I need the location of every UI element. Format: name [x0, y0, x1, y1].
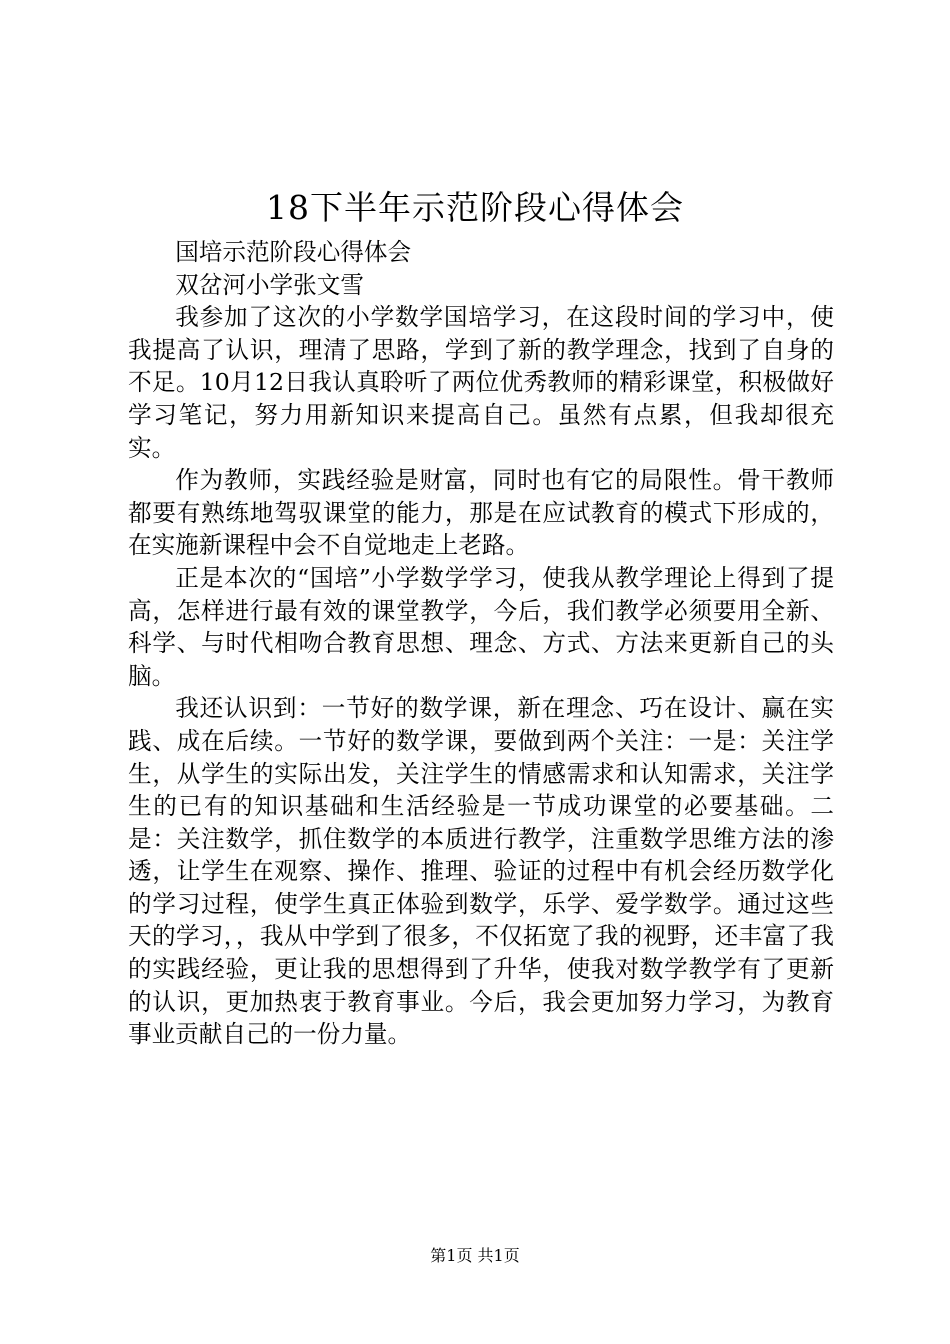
body-paragraph-1: 我参加了这次的小学数学国培学习，在这段时间的学习中，使我提高了认识，理清了思路，学到了新的教学理念，找到了自身的不足。10月12日我认真聆听了两位优秀教师的精彩课堂，积极做好学习笔记，努力用新知识来提高自己。虽然有点累，但我却很充实。: [128, 303, 834, 462]
body-paragraph-3: 正是本次的“国培”小学数学学习，使我从教学理论上得到了提高，怎样进行最有效的课堂教学，今后，我们教学必须要用全新、科学、与时代相吻合教育思想、理念、方式、方法来更新自己的头脑。: [128, 563, 834, 690]
body-paragraph-4: 我还认识到：一节好的数学课，新在理念、巧在设计、赢在实践、成在后续。一节好的数学课，要做到两个关注：一是：关注学生，从学生的实际出发，关注学生的情感需求和认知需求，关注学生的已有的知识基础和生活经验是一节成功课堂的必要基础。二是：关注数学，抓住数学的本质进行教学，注重数学思维方法的渗透，让学生在观察、操作、推理、验证的过程中有机会经历数学化的学习过程，使学生真正体验到数学，乐学、爱学数学。通过这些天的学习，，我从中学到了很多，不仅拓宽了我的视野，还丰富了我的实践经验，更让我的思想得到了升华，使我对数学教学有了更新的认识，更加热衷于教育事业。今后，我会更加努力学习，为教育事业贡献自己的一份力量。: [128, 694, 834, 1049]
body-paragraph-2: 作为教师，实践经验是财富，同时也有它的局限性。骨干教师都要有熟练地驾驭课堂的能力，那是在应试教育的模式下形成的，在实施新课程中会不自觉地走上老路。: [128, 466, 834, 560]
page-footer: 第1页 共1页: [430, 1246, 520, 1265]
author-paragraph: 双岔河小学张文雪: [175, 270, 364, 299]
document-title: 18下半年示范阶段心得体会: [266, 188, 684, 227]
subtitle-paragraph: 国培示范阶段心得体会: [175, 238, 412, 266]
document-body: [128, 236, 834, 1051]
